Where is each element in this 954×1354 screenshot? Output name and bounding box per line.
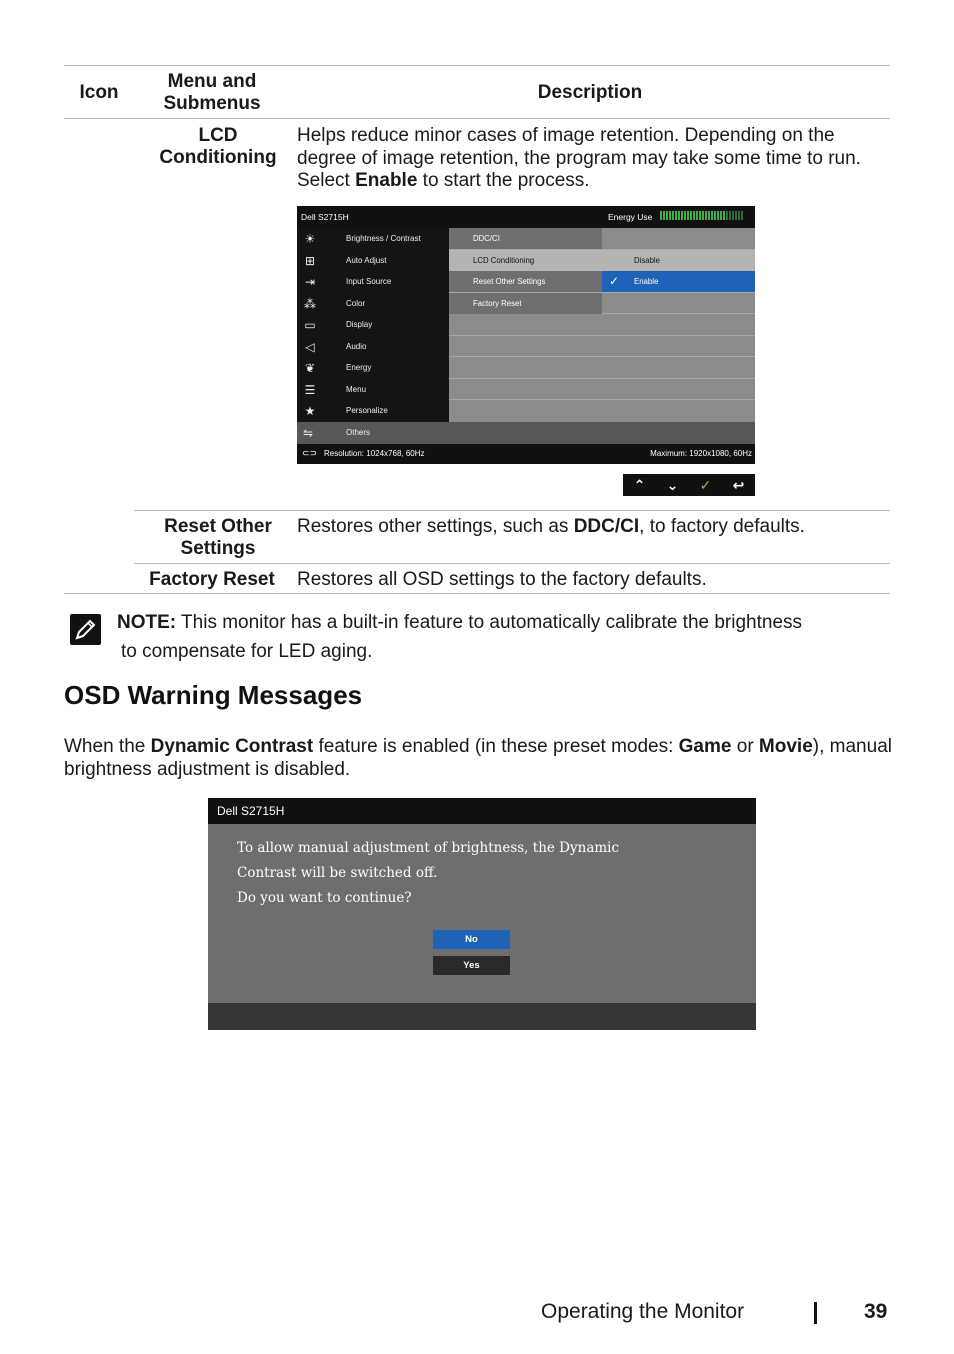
energy-segment bbox=[726, 211, 728, 220]
osd-menu-item-menu[interactable] bbox=[297, 379, 449, 401]
footer-chapter-title: Operating the Monitor bbox=[541, 1300, 745, 1323]
osd-others-row[interactable] bbox=[297, 422, 755, 444]
energy-segment bbox=[696, 211, 698, 220]
dialog-yes-button[interactable]: Yes bbox=[433, 956, 510, 975]
osd-menu-item-energy[interactable] bbox=[297, 357, 449, 379]
osd-model-name: Dell S2715H bbox=[301, 212, 349, 222]
energy-segment bbox=[675, 211, 677, 220]
energy-segment bbox=[741, 211, 743, 220]
osd-main-menu bbox=[297, 228, 449, 444]
osd-menu-item-color[interactable] bbox=[297, 293, 449, 315]
osd-menu-label: Others bbox=[346, 428, 371, 437]
osd-menu-screenshot bbox=[297, 206, 755, 464]
osd-menu-label: Input Source bbox=[346, 277, 392, 286]
section-heading: OSD Warning Messages bbox=[64, 680, 363, 710]
header-rule bbox=[64, 118, 890, 119]
energy-segment bbox=[693, 211, 695, 220]
osd-menu-item-personalize[interactable] bbox=[297, 400, 449, 422]
others-icon: ⇋ bbox=[303, 426, 314, 440]
energy-segment bbox=[708, 211, 710, 220]
submenu-empty-row bbox=[449, 336, 755, 358]
energy-segment bbox=[669, 211, 671, 220]
down-arrow-icon[interactable]: ⌄ bbox=[666, 477, 679, 493]
brightness-icon: ☀ bbox=[304, 232, 316, 246]
footer-divider bbox=[814, 1302, 817, 1324]
back-icon[interactable]: ↩ bbox=[732, 477, 745, 493]
row-factory-reset-desc: Restores all OSD settings to the factory defaults. bbox=[297, 569, 707, 590]
dialog-message-line: To allow manual adjustment of brightness, the Dynamic bbox=[237, 840, 620, 856]
row-reset-other-desc: Restores other settings, such as DDC/CI, to factory defaults. bbox=[297, 516, 805, 537]
energy-segment bbox=[711, 211, 713, 220]
submenu-empty-row bbox=[449, 400, 755, 422]
submenu-empty-row bbox=[449, 357, 755, 379]
osd-menu-item-audio[interactable] bbox=[297, 336, 449, 358]
dialog-message-line: Contrast will be switched off. bbox=[237, 865, 438, 881]
energy-segment bbox=[729, 211, 731, 220]
osd-submenu-panel bbox=[449, 228, 755, 422]
osd-menu-label: Audio bbox=[346, 341, 367, 351]
osd-resolution: Resolution: 1024x768, 60Hz bbox=[324, 449, 425, 458]
submenu-row-lcd-conditioning[interactable]: LCD Conditioning Disable bbox=[449, 250, 755, 272]
menu-icon: ☰ bbox=[304, 382, 316, 397]
section-paragraph: When the Dynamic Contrast feature is enabled (in these preset modes: Game or Movie), manual brightness adjustment is disabled. bbox=[64, 736, 892, 780]
osd-menu-item-input-source[interactable] bbox=[297, 271, 449, 293]
monitor-input-icon: ⊂⊃ bbox=[302, 448, 318, 458]
osd-menu-item-auto-adjust[interactable] bbox=[297, 250, 449, 272]
energy-segment bbox=[720, 211, 722, 220]
table-bottom-rule bbox=[64, 593, 890, 594]
osd-menu-item-display[interactable] bbox=[297, 314, 449, 336]
energy-segment bbox=[672, 211, 674, 220]
submenu-empty-row bbox=[449, 314, 755, 336]
submenu-row-factory-reset[interactable]: Factory Reset bbox=[449, 293, 755, 315]
up-arrow-icon[interactable]: ⌃ bbox=[633, 477, 646, 493]
osd-warning-dialog bbox=[208, 798, 756, 1030]
energy-segment bbox=[666, 211, 668, 220]
osd-menu-label: Menu bbox=[346, 384, 367, 394]
energy-segment bbox=[705, 211, 707, 220]
option-disable[interactable]: Disable bbox=[634, 255, 661, 265]
osd-menu-label: Personalize bbox=[346, 406, 388, 415]
checkmark-icon: ✓ bbox=[609, 274, 620, 288]
dialog-title-bar bbox=[208, 798, 756, 824]
page-number: 39 bbox=[864, 1300, 888, 1323]
energy-segment bbox=[702, 211, 704, 220]
row-lcd-conditioning-name: LCD Conditioning bbox=[159, 125, 277, 168]
energy-segment bbox=[735, 211, 737, 220]
energy-segment bbox=[699, 211, 701, 220]
display-icon: ▭ bbox=[304, 318, 316, 332]
submenu-empty-row bbox=[449, 379, 755, 401]
osd-menu-label: Brightness / Contrast bbox=[346, 234, 421, 243]
osd-max-resolution: Maximum: 1920x1080, 60Hz bbox=[650, 449, 752, 458]
header-icon: Icon bbox=[79, 82, 119, 103]
auto-adjust-icon: ⊞ bbox=[304, 253, 316, 268]
energy-segment bbox=[690, 211, 692, 220]
osd-footer bbox=[297, 444, 755, 464]
dialog-footer bbox=[208, 1003, 756, 1030]
header-menu: Menu and Submenus bbox=[163, 71, 261, 114]
energy-segment bbox=[681, 211, 683, 220]
energy-segment bbox=[660, 211, 662, 220]
note-text: NOTE: This monitor has a built-in feature to automatically calibrate the brightness to compensate for LED aging. bbox=[117, 612, 803, 662]
note-pencil-icon bbox=[70, 614, 101, 645]
energy-segment bbox=[723, 211, 725, 220]
color-icon: ⁂ bbox=[304, 296, 316, 311]
dialog-model-name: Dell S2715H bbox=[217, 804, 285, 818]
energy-segment bbox=[684, 211, 686, 220]
energy-segment bbox=[663, 211, 665, 220]
energy-segment bbox=[687, 211, 689, 220]
submenu-row-ddcci[interactable]: DDC/CI bbox=[449, 228, 755, 250]
table-top-rule bbox=[64, 65, 890, 66]
row-rule bbox=[134, 510, 890, 511]
osd-button-bar bbox=[623, 474, 755, 496]
energy-segment bbox=[678, 211, 680, 220]
header-description: Description bbox=[537, 82, 643, 103]
osd-energy-label: Energy Use bbox=[608, 212, 653, 222]
dialog-message-line: Do you want to continue? bbox=[237, 890, 412, 906]
osd-menu-item-brightness-contrast[interactable] bbox=[297, 228, 449, 250]
energy-segment bbox=[717, 211, 719, 220]
osd-menu-label: Auto Adjust bbox=[346, 255, 387, 265]
osd-menu-label: Energy bbox=[346, 363, 372, 372]
personalize-icon: ★ bbox=[304, 404, 316, 418]
row-rule bbox=[134, 563, 890, 564]
row-lcd-conditioning-desc: Helps reduce minor cases of image retention. Depending on the degree of image retention, the program may take some time to run. Select Enable to start the process. bbox=[297, 125, 861, 191]
check-icon[interactable]: ✓ bbox=[699, 477, 712, 493]
submenu-row-reset-other[interactable]: Reset Other Settings ✓ Enable bbox=[449, 271, 755, 293]
input-source-icon: ⇥ bbox=[304, 275, 316, 289]
dialog-no-button[interactable]: No bbox=[433, 930, 510, 949]
energy-segment bbox=[714, 211, 716, 220]
osd-menu-label: Color bbox=[346, 298, 366, 308]
option-enable[interactable]: Enable bbox=[634, 277, 659, 286]
row-factory-reset-name: Factory Reset bbox=[149, 569, 275, 590]
energy-icon: ❦ bbox=[304, 361, 316, 375]
audio-icon: ◁ bbox=[305, 339, 315, 354]
osd-menu-label: Display bbox=[346, 320, 373, 329]
row-reset-other-name: Reset Other Settings bbox=[164, 516, 272, 559]
energy-segment bbox=[738, 211, 740, 220]
osd-title-bar bbox=[297, 206, 755, 228]
energy-segment bbox=[732, 211, 734, 220]
energy-use-meter bbox=[660, 211, 743, 220]
